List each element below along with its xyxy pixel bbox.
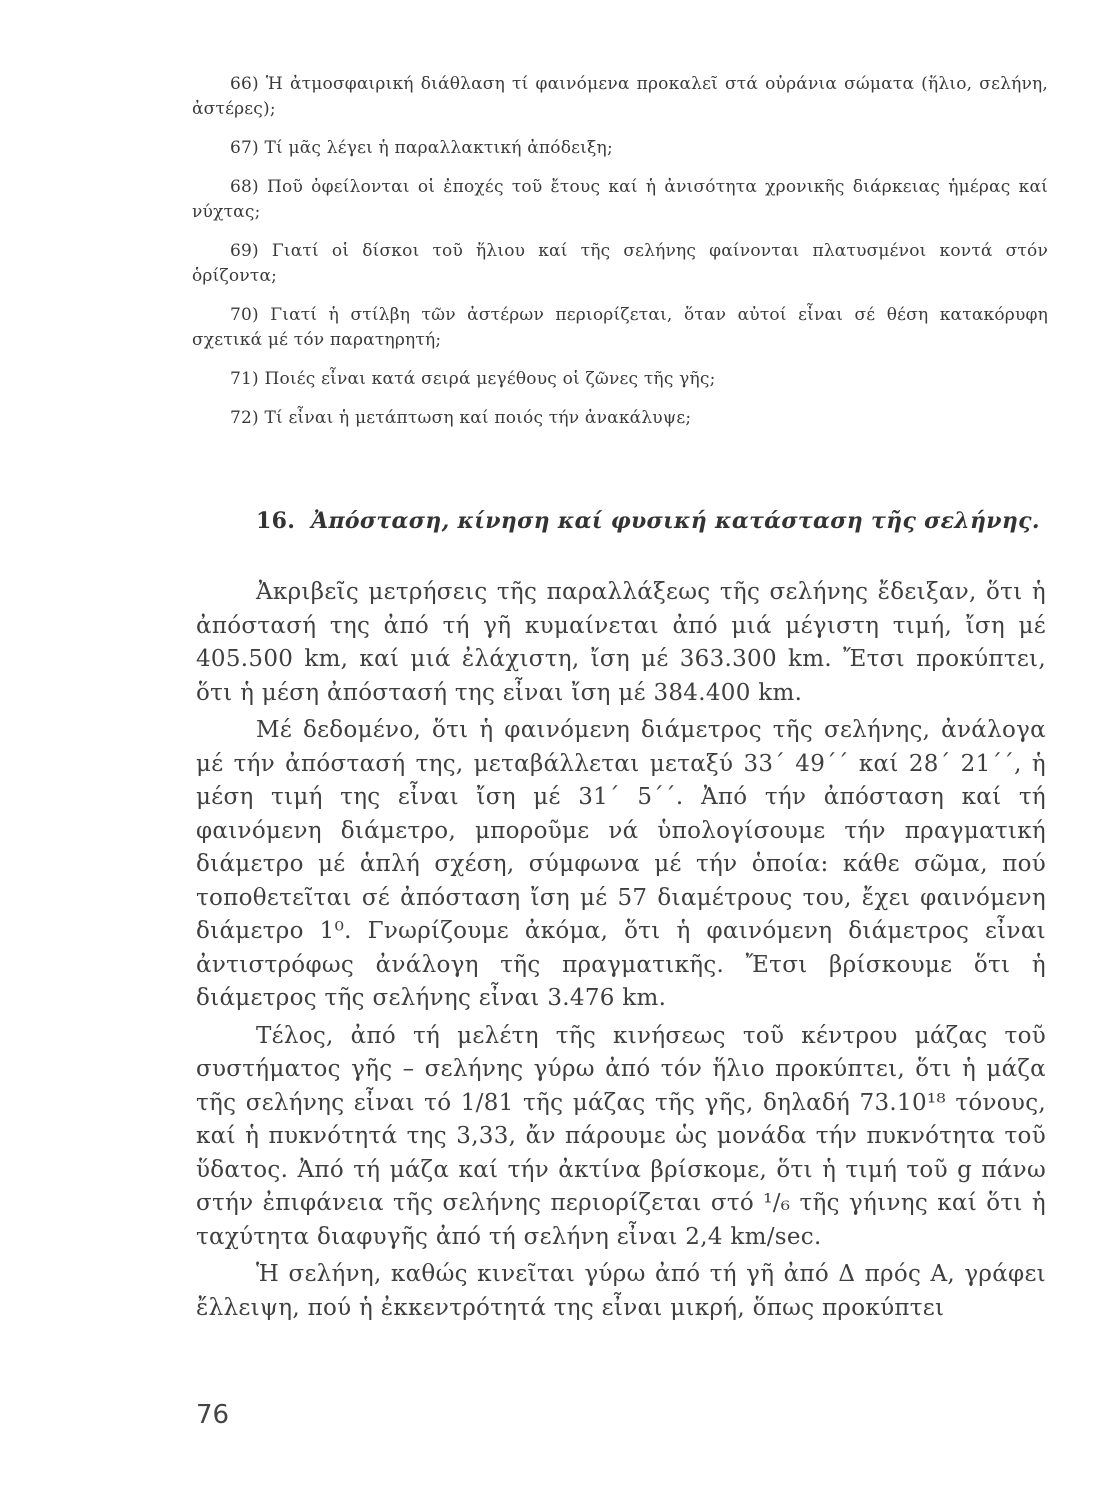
- question-71: 71) Ποιές εἶναι κατά σειρά μεγέθους οἱ ζῶνες τῆς γῆς;: [230, 369, 716, 389]
- paragraph-diameter: Μέ δεδομένο, ὅτι ἡ φαινόμενη διάμετρος τῆς σελήνης, ἀνάλογα μέ τήν ἀπόστασή της, μεταβάλλεται μεταξύ 33΄ 49΄΄ καί 28΄ 21΄΄, ἡ μέση τιμή της εἶναι ἴση μέ 31΄ 5΄΄. Ἀπό τήν ἀπόσταση καί τή φαινόμενη διάμετρο, μποροῦμε νά ὑπολογίσουμε τήν πραγματική διάμετρο μέ ἁπλή σχέση, σύμφωνα μέ τήν ὁποία: κάθε σῶμα, πού τοποθετεῖται σέ ἀπόσταση ἴση μέ 57 διαμέτρους του, ἔχει φαινόμενη διάμετρο 1⁰. Γνωρίζουμε ἀκόμα, ὅτι ἡ φαινόμενη διάμετρος εἶναι ἀντιστρόφως ἀνάλογη τῆς πραγματικῆς. Ἔτσι βρίσκουμε ὅτι ἡ διάμετρος τῆς σελήνης εἶναι 3.476 km.: [196, 717, 1046, 1011]
- page-number: 76: [196, 1400, 230, 1430]
- section-heading: [256, 508, 1056, 534]
- paragraph-distance: Ἀκριβεῖς μετρήσεις τῆς παραλλάξεως τῆς σελήνης ἔδειξαν, ὅτι ἡ ἀπόστασή της ἀπό τή γῆ κυμαίνεται ἀπό μιά μέγιστη τιμή, ἴση μέ 405.500 km, καί μιά ἐλάχιστη, ἴση μέ 363.300 km. Ἔτσι προκύπτει, ὅτι ἡ μέση ἀπόστασή της εἶναι ἴση μέ 384.400 km.: [196, 579, 1046, 706]
- section-number: 16.: [256, 508, 296, 534]
- question-66: 66) Ἡ ἀτμοσφαιρική διάθλαση τί φαινόμενα προκαλεῖ στά οὐράνια σώματα (ἥλιο, σελήνη, ἀστέρες);: [192, 74, 1048, 119]
- question-72: 72) Τί εἶναι ἡ μετάπτωση καί ποιός τήν ἀνακάλυψε;: [230, 408, 692, 428]
- paragraph-orbit: Ἡ σελήνη, καθώς κινεῖται γύρω ἀπό τή γῆ ἀπό Δ πρός Α, γράφει ἔλλειψη, πού ἡ ἐκκεντρότητά της εἶναι μικρή, ὅπως προκύπτει: [196, 1261, 1046, 1321]
- question-67: 67) Τί μᾶς λέγει ἡ παραλλακτική ἀπόδειξη;: [230, 138, 613, 158]
- paragraph-mass: Τέλος, ἀπό τή μελέτη τῆς κινήσεως τοῦ κέντρου μάζας τοῦ συστήματος γῆς – σελήνης γύρω ἀπό τόν ἥλιο προκύπτει, ὅτι ἡ μάζα τῆς σελήνης εἶναι τό 1/81 τῆς μάζας τῆς γῆς, δηλαδή 73.10¹⁸ τόνους, καί ἡ πυκνότητά της 3,33, ἄν πάρουμε ὡς μονάδα τήν πυκνότητα τοῦ ὕδατος. Ἀπό τή μάζα καί τήν ἀκτίνα βρίσκομε, ὅτι ἡ τιμή τοῦ g πάνω στήν ἐπιφάνεια τῆς σελήνης περιορίζεται στό ¹/₆ τῆς γήινης καί ὅτι ἡ ταχύτητα διαφυγῆς ἀπό τή σελήνη εἶναι 2,4 km/sec.: [196, 1022, 1046, 1250]
- question-69: 69) Γιατί οἱ δίσκοι τοῦ ἥλιου καί τῆς σελήνης φαίνονται πλατυσμένοι κοντά στόν ὁρίζοντα;: [192, 241, 1048, 286]
- question-68: 68) Ποῦ ὀφείλονται οἱ ἐποχές τοῦ ἔτους καί ἡ ἀνισότητα χρονικῆς διάρκειας ἡμέρας καί νύχτας;: [192, 177, 1048, 222]
- question-70: 70) Γιατί ἡ στίλβη τῶν ἀστέρων περιορίζεται, ὅταν αὐτοί εἶναι σέ θέση κατακόρυφη σχετικά μέ τόν παρατηρητή;: [192, 305, 1048, 350]
- review-questions: [192, 72, 1048, 445]
- section-title: Ἀπόσταση, κίνηση καί φυσική κατάσταση τῆς σελήνης.: [311, 508, 1040, 534]
- section-body: [196, 576, 1046, 1329]
